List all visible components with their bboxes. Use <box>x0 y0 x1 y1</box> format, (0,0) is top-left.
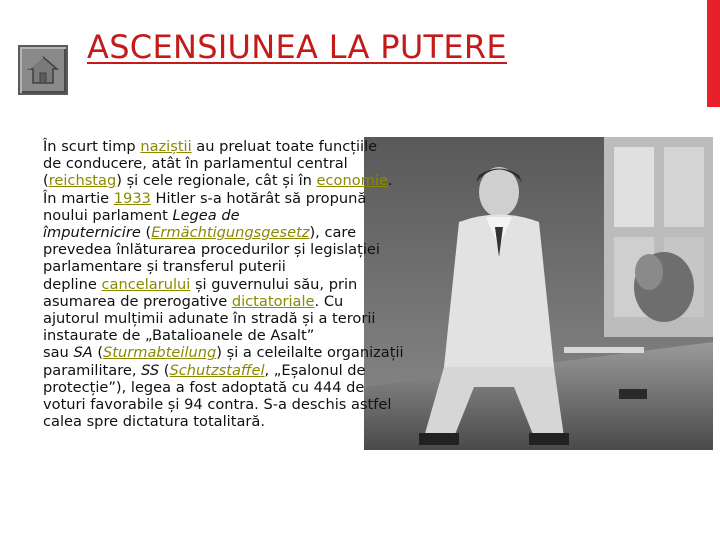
text-line: prevedea înlăturarea procedurilor și legislației <box>43 241 380 259</box>
link-nazisti[interactable]: naziștii <box>140 138 192 155</box>
text-line: ajutorul mulțimii adunate în stradă și a terorii <box>43 310 376 328</box>
text-line: paramilitare, SS (Schutzstaffel, „Eșalonul de <box>43 361 366 379</box>
accent-bar <box>707 0 720 107</box>
text-line: instaurate de „Batalioanele de Asalt” <box>43 327 315 345</box>
link-ermachtigungsgesetz[interactable]: Ermächtigungsgesetz <box>151 224 310 242</box>
text-line: protecție”), legea a fost adoptată cu 444 de <box>43 378 365 396</box>
text-line: sau SA (Sturmabteilung) și a celeilalte organizații <box>43 344 404 362</box>
text-line: parlamentare și transferul puterii <box>43 258 286 276</box>
link-dictatoriale[interactable]: dictatoriale <box>231 292 315 310</box>
link-economie[interactable]: economie <box>316 172 388 190</box>
home-icon <box>27 54 59 86</box>
home-button[interactable] <box>18 45 68 95</box>
text-line: de conducere, atât în parlamentul central <box>43 155 348 173</box>
text-line: În martie 1933 Hitler s-a hotărât să propună <box>43 189 367 207</box>
link-sturmabteilung[interactable]: Sturmabteilung <box>103 344 217 362</box>
link-reichstag[interactable]: reichstag <box>48 172 117 190</box>
text-line: depline cancelarului și guvernului său, prin <box>43 275 358 293</box>
body-paragraph <box>43 138 404 431</box>
text-line: În scurt timp naziștii au preluat toate funcțiile <box>43 138 378 155</box>
text-line: calea spre dictatura totalitară. <box>43 413 265 431</box>
text-line: împuternicire (Ermächtigungsgesetz), care <box>43 224 357 242</box>
photograph-man-at-desk <box>364 137 713 450</box>
text-line: noului parlament Legea de <box>43 206 240 224</box>
text-line: (reichstag) și cele regionale, cât și în economie. <box>43 172 393 190</box>
text-line: voturi favorabile și 94 contra. S-a deschis astfel <box>43 396 392 414</box>
link-1933[interactable]: 1933 <box>113 189 151 207</box>
link-cancelarului[interactable]: cancelarului <box>101 275 191 293</box>
page-title: ASCENSIUNEA LA PUTERE <box>87 28 507 66</box>
link-schutzstaffel[interactable]: Schutzstaffel <box>169 361 265 379</box>
text-line: asumarea de prerogative dictatoriale. Cu <box>43 292 344 310</box>
